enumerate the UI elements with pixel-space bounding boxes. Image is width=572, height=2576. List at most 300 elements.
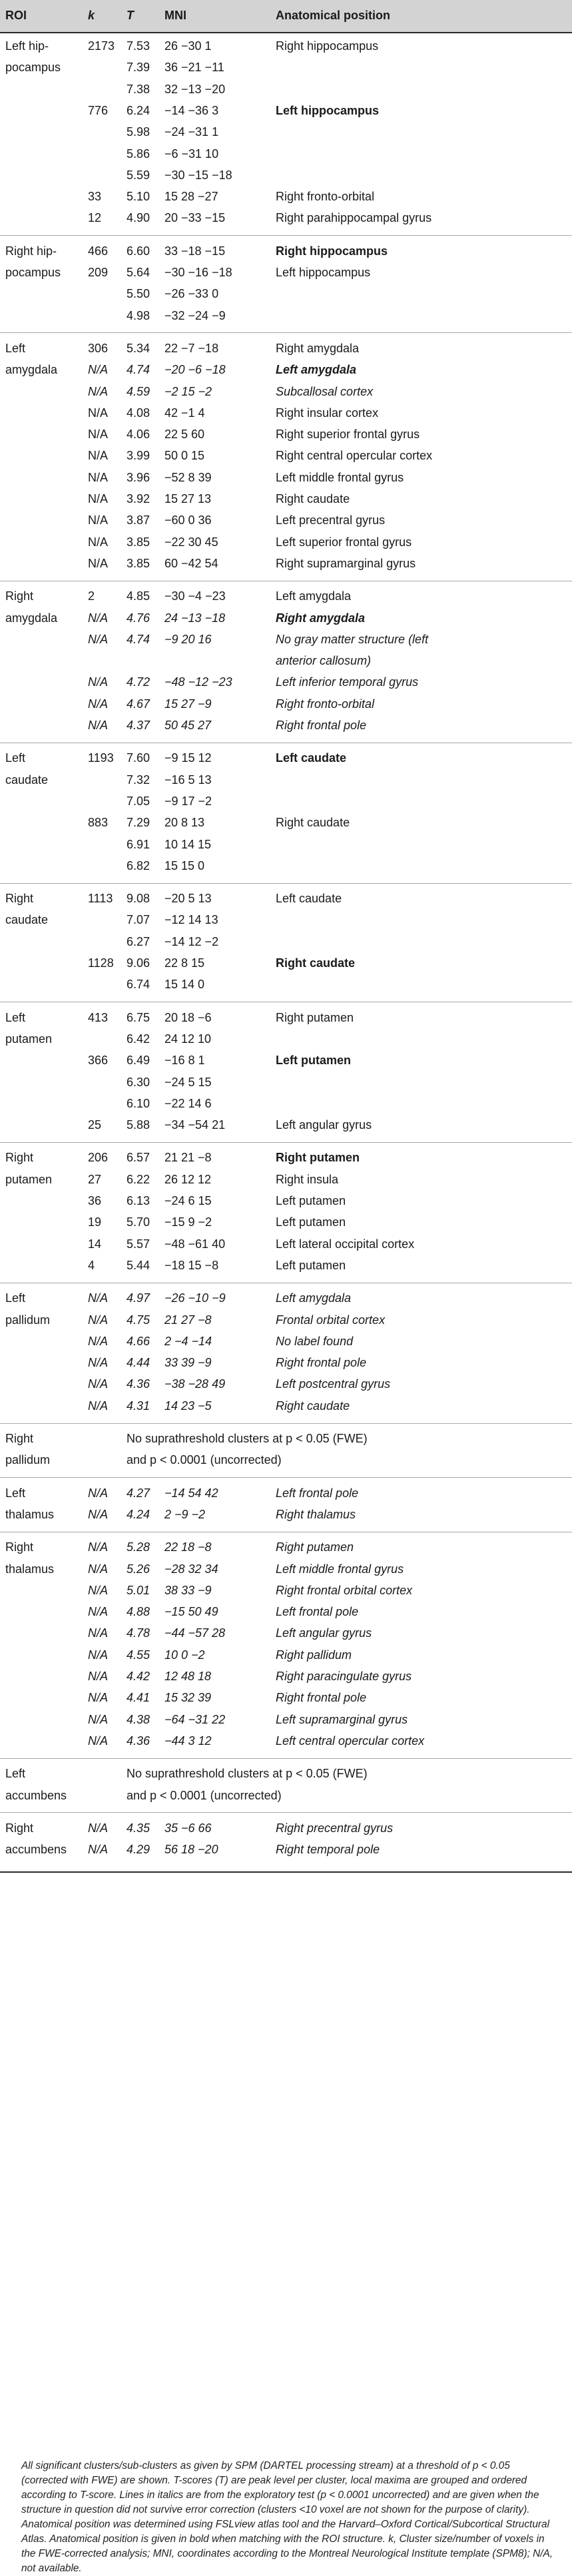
anatomical-position-cell: Right temporal pole [276,1843,380,1857]
mni-cell: −15 50 49 [164,1605,218,1619]
mni-cell: 22 −7 −18 [164,341,219,355]
t-cell: 7.39 [127,61,150,75]
anatomical-position-cell: Subcallosal cortex [276,384,374,398]
t-cell: 5.10 [127,190,150,204]
header-t: T [127,9,134,22]
t-cell: 5.59 [127,168,150,182]
mni-cell: 50 45 27 [164,719,212,732]
roi-cell: pocampus [5,61,61,75]
t-cell: 3.96 [127,470,150,484]
mni-cell: 22 18 −8 [164,1540,212,1554]
t-cell: 4.44 [127,1356,150,1370]
t-cell: 3.87 [127,513,150,527]
anatomical-position-cell: Frontal orbital cortex [276,1313,386,1327]
no-clusters-note: and p < 0.0001 (uncorrected) [127,1453,282,1467]
mni-cell: 12 48 18 [164,1670,212,1683]
k-cell: N/A [88,1670,109,1683]
anatomical-position-cell: Left middle frontal gyrus [276,1562,404,1576]
k-cell: N/A [88,470,109,484]
t-cell: 6.74 [127,978,150,992]
mni-cell: −16 8 1 [164,1054,205,1068]
no-clusters-note: and p < 0.0001 (uncorrected) [127,1788,282,1802]
mni-cell: −6 −31 10 [164,147,219,161]
k-cell: N/A [88,1356,109,1370]
t-cell: 6.75 [127,1010,150,1024]
t-cell: 6.24 [127,103,150,117]
mni-cell: −20 5 13 [164,892,212,906]
mni-cell: 22 8 15 [164,956,205,970]
table-footnote: All significant clusters/sub-clusters as given by SPM (DARTEL processing stream) at a threshold of p < 0.05 (corrected with FWE) are shown. T-scores (T) are peak level per cluster, local maxima are grouped and ordered according to T-score. Lines in italics are from the exploratory test (p < 0.0001 uncorrected) and are given when the structure in question did not survive error correction (clusters <10 voxel are not shown for the purpose of clarity). Anatomical position was determined using FSLview atlas tool and the Harvard–Oxford Cortical/Subcortical Structural Atlas. Anatomical position is given in bold when matching with the ROI structure. k, Cluster size/number of voxels in the FWE-corrected analysis; MNI, coordinates according to the Montreal Neurological Institute template (SPM8); N/A, not available. [21,2460,553,2574]
anatomical-position-cell: Left central opercular cortex [276,1734,425,1748]
mni-cell: −30 −4 −23 [164,589,226,603]
anatomical-position-cell: Left angular gyrus [276,1626,372,1640]
group-separator [0,1423,572,1424]
mni-cell: −14 54 42 [164,1486,218,1500]
anatomical-position-cell: Left hippocampus [276,103,380,117]
table-bottom-rule [0,1871,572,1873]
anatomical-position-cell: Right pallidum [276,1648,352,1662]
mni-cell: −26 −10 −9 [164,1291,226,1305]
anatomical-position-cell: Right parahippocampal gyrus [276,211,432,225]
roi-cell: pocampus [5,266,61,279]
anatomical-position-cell: anterior callosum) [276,654,372,668]
mni-cell: 10 0 −2 [164,1648,205,1662]
t-cell: 4.37 [127,719,150,732]
t-cell: 4.41 [127,1691,150,1705]
t-cell: 4.66 [127,1334,150,1348]
k-cell: 366 [88,1054,109,1068]
t-cell: 7.07 [127,913,150,927]
t-cell: 6.22 [127,1172,150,1186]
mni-cell: −9 20 16 [164,632,212,646]
t-cell: 4.72 [127,675,150,689]
k-cell: N/A [88,406,109,420]
t-cell: 9.06 [127,956,150,970]
mni-cell: 10 14 15 [164,837,212,851]
k-cell: N/A [88,1734,109,1748]
anatomical-position-cell: Right central opercular cortex [276,449,433,463]
t-cell: 4.97 [127,1291,150,1305]
group-separator [0,1758,572,1759]
roi-cell: Left hip- [5,39,49,53]
mni-cell: −2 15 −2 [164,384,212,398]
t-cell: 4.88 [127,1605,150,1619]
mni-cell: −48 −61 40 [164,1237,226,1251]
anatomical-position-cell: Left lateral occipital cortex [276,1237,415,1251]
anatomical-position-cell: Right supramarginal gyrus [276,556,416,570]
anatomical-position-cell: Right insular cortex [276,406,379,420]
mni-cell: −30 −15 −18 [164,168,232,182]
mni-cell: 20 −33 −15 [164,211,226,225]
t-cell: 6.27 [127,934,150,948]
k-cell: N/A [88,384,109,398]
t-cell: 4.24 [127,1507,150,1521]
t-cell: 5.01 [127,1583,150,1597]
mni-cell: 20 18 −6 [164,1010,212,1024]
anatomical-position-cell: Right caudate [276,956,356,970]
mni-cell: −24 −31 1 [164,125,219,139]
mni-cell: −44 3 12 [164,1734,212,1748]
t-cell: 6.30 [127,1075,150,1089]
k-cell: N/A [88,1843,109,1857]
t-cell: 5.26 [127,1562,150,1576]
k-cell: 14 [88,1237,102,1251]
t-cell: 7.60 [127,751,150,765]
k-cell: N/A [88,1334,109,1348]
mni-cell: 15 27 13 [164,492,212,505]
k-cell: N/A [88,1648,109,1662]
anatomical-position-cell: Left putamen [276,1258,346,1272]
mni-cell: 14 23 −5 [164,1399,212,1413]
k-cell: 1113 [88,892,113,906]
anatomical-position-cell: Right fronto-orbital [276,190,375,204]
t-cell: 4.55 [127,1648,150,1662]
t-cell: 5.86 [127,147,150,161]
k-cell: N/A [88,535,109,549]
mni-cell: 35 −6 66 [164,1821,212,1835]
t-cell: 6.60 [127,244,150,258]
anatomical-position-cell: Right putamen [276,1151,360,1165]
anatomical-position-cell: Left middle frontal gyrus [276,470,404,484]
k-cell: 206 [88,1151,109,1165]
mni-cell: −30 −16 −18 [164,266,232,279]
k-cell: 36 [88,1194,102,1207]
k-cell: N/A [88,1540,109,1554]
group-separator [0,1142,572,1143]
header-mni: MNI [164,9,186,22]
mni-cell: 2 −4 −14 [164,1334,212,1348]
t-cell: 4.59 [127,384,150,398]
t-cell: 4.74 [127,632,150,646]
t-cell: 4.06 [127,428,150,442]
mni-cell: 15 28 −27 [164,190,218,204]
anatomical-position-cell: Right putamen [276,1010,354,1024]
t-cell: 5.70 [127,1215,150,1229]
t-cell: 4.78 [127,1626,150,1640]
t-cell: 7.05 [127,794,150,808]
k-cell: N/A [88,449,109,463]
anatomical-position-cell: Left inferior temporal gyrus [276,675,419,689]
mni-cell: 32 −13 −20 [164,82,226,96]
mni-cell: 20 8 13 [164,816,205,830]
t-cell: 4.67 [127,697,150,711]
table-header [0,0,572,33]
k-cell: N/A [88,1712,109,1726]
group-separator [0,235,572,236]
mni-cell: 15 14 0 [164,978,205,992]
roi-cell: Left [5,1010,26,1024]
roi-cell: thalamus [5,1562,55,1576]
mni-cell: −22 14 6 [164,1096,212,1110]
t-cell: 4.98 [127,308,150,322]
header-roi: ROI [5,9,27,22]
anatomical-position-cell: Right hippocampus [276,39,379,53]
t-cell: 4.29 [127,1843,150,1857]
k-cell: N/A [88,1583,109,1597]
mni-cell: 24 −13 −18 [164,611,226,625]
k-cell: N/A [88,1313,109,1327]
mni-cell: 15 15 0 [164,858,205,872]
t-cell: 4.31 [127,1399,150,1413]
k-cell: 1128 [88,956,114,970]
roi-cell: Right [5,1540,34,1554]
mni-cell: −60 0 36 [164,513,212,527]
mni-cell: −34 −54 21 [164,1118,226,1132]
k-cell: 776 [88,103,109,117]
t-cell: 5.88 [127,1118,150,1132]
t-cell: 3.85 [127,556,150,570]
k-cell: 2173 [88,39,115,53]
header-anatomical-position: Anatomical position [276,9,391,22]
mni-cell: 2 −9 −2 [164,1507,206,1521]
mni-cell: −48 −12 −23 [164,675,232,689]
t-cell: 4.27 [127,1486,150,1500]
roi-cell: accumbens [5,1843,67,1857]
t-cell: 4.35 [127,1821,150,1835]
mni-cell: 24 12 10 [164,1032,212,1046]
mni-cell: −38 −28 49 [164,1377,226,1391]
mni-cell: −15 9 −2 [164,1215,212,1229]
anatomical-position-cell: Left angular gyrus [276,1118,372,1132]
roi-cell: Right [5,1432,34,1445]
t-cell: 4.85 [127,589,150,603]
mni-cell: −24 5 15 [164,1075,212,1089]
mni-cell: 26 12 12 [164,1172,212,1186]
mni-cell: −26 −33 0 [164,287,219,301]
k-cell: 12 [88,211,102,225]
k-cell: N/A [88,1399,109,1413]
header-k: k [88,9,95,22]
t-cell: 3.85 [127,535,150,549]
t-cell: 6.49 [127,1054,150,1068]
t-cell: 4.76 [127,611,150,625]
t-cell: 6.10 [127,1096,150,1110]
roi-cell: pallidum [5,1313,51,1327]
roi-cell: Right [5,589,34,603]
mni-cell: −32 −24 −9 [164,308,226,322]
roi-cell: thalamus [5,1507,55,1521]
k-cell: N/A [88,363,109,377]
k-cell: 2 [88,589,95,603]
t-cell: 7.53 [127,39,150,53]
t-cell: 4.08 [127,406,150,420]
t-cell: 5.44 [127,1258,150,1272]
roi-cell: Left [5,751,26,765]
anatomical-position-cell: Left superior frontal gyrus [276,535,412,549]
k-cell: 25 [88,1118,102,1132]
t-cell: 3.99 [127,449,150,463]
anatomical-position-cell: Left caudate [276,892,342,906]
t-cell: 3.92 [127,492,150,505]
k-cell: N/A [88,1377,109,1391]
t-cell: 4.38 [127,1712,150,1726]
mni-cell: −64 −31 22 [164,1712,226,1726]
t-cell: 4.74 [127,363,150,377]
k-cell: N/A [88,513,109,527]
mni-cell: −9 15 12 [164,751,212,765]
mni-cell: −9 17 −2 [164,794,212,808]
anatomical-position-cell: Left postcentral gyrus [276,1377,391,1391]
anatomical-position-cell: Right putamen [276,1540,354,1554]
anatomical-position-cell: No label found [276,1334,354,1348]
k-cell: N/A [88,1486,109,1500]
anatomical-position-cell: Right frontal orbital cortex [276,1583,413,1597]
roi-cell: caudate [5,913,49,927]
anatomical-position-cell: No gray matter structure (left [276,632,429,646]
roi-cell: Left [5,1291,26,1305]
k-cell: 466 [88,244,109,258]
mni-cell: 33 −18 −15 [164,244,226,258]
anatomical-position-cell: Right precentral gyrus [276,1821,394,1835]
k-cell: 209 [88,266,109,279]
k-cell: N/A [88,632,109,646]
k-cell: 33 [88,190,102,204]
mni-cell: 56 18 −20 [164,1843,218,1857]
k-cell: N/A [88,1691,109,1705]
k-cell: N/A [88,1291,109,1305]
anatomical-position-cell: Right amygdala [276,341,360,355]
anatomical-position-cell: Right caudate [276,1399,350,1413]
roi-cell: Right [5,892,34,906]
mni-cell: 60 −42 54 [164,556,218,570]
anatomical-position-cell: Right hippocampus [276,244,388,258]
anatomical-position-cell: Left amygdala [276,363,357,377]
t-cell: 6.42 [127,1032,150,1046]
k-cell: 19 [88,1215,102,1229]
no-clusters-note: No suprathreshold clusters at p < 0.05 (FWE) [127,1767,368,1781]
k-cell: 4 [88,1258,95,1272]
anatomical-position-cell: Left amygdala [276,589,352,603]
t-cell: 6.91 [127,837,150,851]
anatomical-position-cell: Right frontal pole [276,1691,367,1705]
anatomical-position-cell: Right thalamus [276,1507,356,1521]
roi-cell: amygdala [5,611,58,625]
t-cell: 4.90 [127,211,150,225]
roi-cell: Left [5,1767,26,1781]
t-cell: 7.29 [127,816,150,830]
anatomical-position-cell: Left supramarginal gyrus [276,1712,408,1726]
anatomical-position-cell: Right fronto-orbital [276,697,375,711]
anatomical-position-cell: Right insula [276,1172,339,1186]
mni-cell: 50 0 15 [164,449,205,463]
k-cell: N/A [88,1507,109,1521]
anatomical-position-cell: Left caudate [276,751,347,765]
roi-cell: Left [5,341,26,355]
roi-cell: pallidum [5,1453,51,1467]
anatomical-position-cell: Right amygdala [276,611,366,625]
k-cell: 883 [88,816,109,830]
k-cell: 27 [88,1172,102,1186]
mni-cell: −18 15 −8 [164,1258,219,1272]
t-cell: 9.08 [127,892,150,906]
mni-cell: 15 27 −9 [164,697,212,711]
anatomical-position-cell: Left putamen [276,1194,346,1207]
t-cell: 4.42 [127,1670,150,1683]
mni-cell: −22 30 45 [164,535,218,549]
group-separator [0,1812,572,1813]
anatomical-position-cell: Right frontal pole [276,719,367,732]
k-cell: N/A [88,1605,109,1619]
mni-cell: −44 −57 28 [164,1626,226,1640]
k-cell: 306 [88,341,109,355]
mni-cell: −12 14 13 [164,913,218,927]
mni-cell: 15 32 39 [164,1691,212,1705]
anatomical-position-cell: Right superior frontal gyrus [276,428,420,442]
mni-cell: −20 −6 −18 [164,363,226,377]
anatomical-position-cell: Left putamen [276,1054,352,1068]
group-separator [0,332,572,333]
k-cell: N/A [88,492,109,505]
t-cell: 6.82 [127,858,150,872]
mni-cell: 38 33 −9 [164,1583,212,1597]
roi-cell: accumbens [5,1788,67,1802]
mni-cell: −14 −36 3 [164,103,219,117]
anatomical-position-cell: Right paracingulate gyrus [276,1670,412,1683]
t-cell: 6.57 [127,1151,150,1165]
t-cell: 7.32 [127,773,150,787]
roi-cell: caudate [5,773,49,787]
k-cell: N/A [88,1626,109,1640]
anatomical-position-cell: Left frontal pole [276,1605,359,1619]
mni-cell: 21 21 −8 [164,1151,212,1165]
anatomical-position-cell: Left frontal pole [276,1486,359,1500]
t-cell: 5.98 [127,125,150,139]
t-cell: 7.38 [127,82,150,96]
t-cell: 5.28 [127,1540,150,1554]
k-cell: 1193 [88,751,114,765]
k-cell: N/A [88,719,109,732]
t-cell: 5.34 [127,341,150,355]
mni-cell: −28 32 34 [164,1562,218,1576]
k-cell: N/A [88,428,109,442]
roi-cell: Right hip- [5,244,57,258]
group-separator [0,1477,572,1478]
mni-cell: 21 27 −8 [164,1313,212,1327]
mni-cell: −24 6 15 [164,1194,212,1207]
k-cell: N/A [88,1562,109,1576]
roi-cell: Right [5,1151,34,1165]
t-cell: 5.57 [127,1237,150,1251]
mni-cell: −52 8 39 [164,470,212,484]
anatomical-position-cell: Right caudate [276,816,350,830]
k-cell: 413 [88,1010,109,1024]
roi-cell: Right [5,1821,34,1835]
k-cell: N/A [88,556,109,570]
t-cell: 5.64 [127,266,150,279]
anatomical-position-cell: Left amygdala [276,1291,352,1305]
anatomical-position-cell: Left hippocampus [276,266,371,279]
anatomical-position-cell: Right frontal pole [276,1356,367,1370]
roi-cell: Left [5,1486,26,1500]
roi-cell: putamen [5,1172,53,1186]
t-cell: 4.36 [127,1377,150,1391]
t-cell: 4.36 [127,1734,150,1748]
anatomical-position-cell: Left putamen [276,1215,346,1229]
k-cell: N/A [88,697,109,711]
k-cell: N/A [88,675,109,689]
roi-cell: amygdala [5,363,58,377]
mni-cell: 42 −1 4 [164,406,205,420]
anatomical-position-cell: Left precentral gyrus [276,513,386,527]
mni-cell: −16 5 13 [164,773,212,787]
mni-cell: −14 12 −2 [164,934,219,948]
k-cell: N/A [88,611,109,625]
k-cell: N/A [88,1821,109,1835]
mni-cell: 26 −30 1 [164,39,212,53]
t-cell: 4.75 [127,1313,150,1327]
t-cell: 5.50 [127,287,150,301]
roi-cell: putamen [5,1032,53,1046]
